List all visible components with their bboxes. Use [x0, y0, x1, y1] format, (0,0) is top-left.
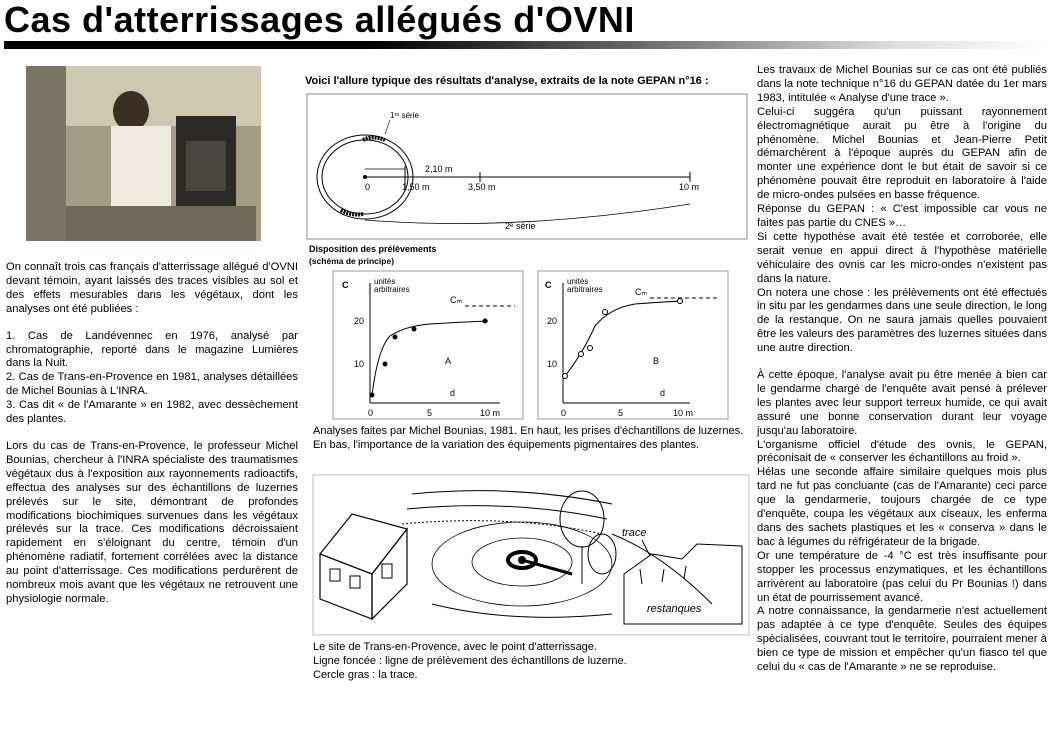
- graph-b-x5: 5: [618, 408, 624, 418]
- right-p4: Si cette hypothèse avait été testée et corroborée, elle serait venue en appui direct à l'hypothèse matérielle véhiculaire des ovnis car les micro-ondes n'existent pas dans la nature.: [757, 230, 1047, 285]
- graph-a-units2: arbitraires: [374, 285, 410, 294]
- dist-0-label: 0: [365, 182, 371, 192]
- right-p6: À cette époque, l'analyse avait pu être menée à bien car le gendarme chargé de l'enquête avait pensé à prélever les plantes avec leur support terreux humide, ce qui avait assuré une bonne conservation durant leur voyage jusqu'au laboratoire.: [757, 369, 1047, 437]
- graph-a-cm: Cₘ: [450, 295, 463, 305]
- site-caption-1: Le site de Trans-en-Provence, avec le point d'atterrissage.: [313, 641, 597, 653]
- figure-heading: Voici l'allure typique des résultats d'analyse, extraits de la note GEPAN n°16 :: [305, 75, 709, 87]
- graph-b-d: d: [660, 388, 666, 398]
- right-p1: Les travaux de Michel Bounias sur ce cas ont été publiés dans la note technique n°16 du GEPAN datée du 1er mars 1983, intitulée « Analyse d'une trace ».: [757, 64, 1047, 104]
- graph-b-x10: 10 m: [673, 408, 694, 418]
- graph-a-y20: 20: [354, 316, 365, 326]
- case-item-3: 3. Cas dit « de l'Amarante » en 1982, avec dessèchement des plantes.: [6, 399, 298, 426]
- graph-b-cm: Cₘ: [635, 287, 648, 297]
- diagram-caption: Disposition des prélèvements: [309, 244, 437, 254]
- graph-a-y10: 10: [354, 359, 365, 369]
- graph-a-units: unités: [374, 277, 396, 286]
- graph-b-label: B: [653, 356, 660, 366]
- diagram-caption-sub: (schéma de principe): [309, 256, 395, 266]
- graph-a-c: C: [342, 280, 349, 290]
- graph-a: [330, 268, 530, 423]
- case-item-1: 1. Cas de Landévennec en 1976, analysé par chromatographie, reporté dans le magazine Lumières dans la Nuit.: [6, 329, 298, 370]
- graph-b-x0: 0: [561, 408, 567, 418]
- graph-b-c: C: [545, 280, 552, 290]
- right-p10: A notre connaissance, la gendarmerie n'est actuellement pas adaptée à ce type d'enquête. Seules des équipes spécialisées, couvrant tout le territoire, pourraient mener à bien ce type de mission et empêcher qu'un fiasco tel que celui du « cas de l'Amarante » ne se reproduise.: [757, 605, 1047, 674]
- right-p5: On notera une chose : les prélèvements ont été effectués in situ par les gendarmes dans une seule direction, le long de la restanque. On ne saura jamais quelles pouvaient être les valeurs des paramètres des luzernes situées dans une autre direction.: [757, 286, 1047, 355]
- case-item-2: 2. Cas de Trans-en-Provence en 1981, analyses détaillées de Michel Bounias à L'INRA.: [6, 371, 298, 398]
- right-p7: L'organisme officiel d'étude des ovnis, le GEPAN, préconisait de « conserver les échantillons au froid ».: [757, 438, 1047, 465]
- graph-b-units: unités: [567, 277, 589, 286]
- graph-a-x0: 0: [368, 408, 374, 418]
- serie1-label: 1ʳᵉ série: [390, 111, 419, 120]
- graph-b-units2: arbitraires: [567, 285, 603, 294]
- dist-150-label: 1,50 m: [402, 182, 430, 192]
- graph-b-y10: 10: [547, 359, 558, 369]
- graph-a-x5: 5: [427, 408, 433, 418]
- serie2-label: 2ᵉ série: [505, 221, 536, 231]
- right-p3: Réponse du GEPAN : « C'est impossible car vous ne faites pas partie du CNES »…: [757, 203, 1047, 229]
- graph-a-d: d: [450, 388, 456, 398]
- site-caption-3: Cercle gras : la trace.: [313, 669, 418, 681]
- dist-350-label: 3,50 m: [468, 182, 496, 192]
- scientist-photo: [26, 66, 261, 241]
- site-sketch: [312, 474, 750, 636]
- right-p2: Celui-ci suggéra qu'un puissant rayonnement électromagnétique aurait pu être à l'origine du phénomène. Michel Bounias et Jean-Pierre Petit démarchèrent à l'époque auprès du GEPAN afin de monter une expérience dont le but était de savoir si ce phénomène pouvait être reproduit en laboratoire à l'aide de micro-ondes pulsées en basse fréquence.: [757, 105, 1047, 202]
- right-text: [757, 64, 1047, 675]
- site-caption: [313, 640, 748, 682]
- sampling-diagram: [305, 92, 750, 257]
- restanques-annotation: restanques: [647, 603, 702, 615]
- graph-a-label: A: [445, 356, 452, 366]
- site-caption-2: Ligne foncée : ligne de prélèvement des échantillons de luzerne.: [313, 655, 627, 667]
- right-p9: Or une température de -4 °C est très insuffisante pour stopper les processus enzymatiques, et les échantillons arrivèrent au laboratoire (pas celui du Pr Bounias !) dans un état de pourrissement avancé.: [757, 549, 1047, 604]
- graph-b: [535, 268, 735, 423]
- trace-annotation: trace: [622, 527, 647, 539]
- dist-210-label: 2,10 m: [425, 164, 453, 174]
- title-underline: [4, 41, 1049, 49]
- graphs-caption: Analyses faites par Michel Bounias, 1981. En haut, les prises d'échantillons de luzernes. En bas, l'importance de la variation des équipements pigmentaires des plantes.: [313, 425, 744, 451]
- left-text: [6, 261, 298, 607]
- graph-b-y20: 20: [547, 316, 558, 326]
- dist-10m-label: 10 m: [679, 182, 700, 192]
- page-title: Cas d'atterrissages allégués d'OVNI: [4, 0, 635, 40]
- bounias-paragraph: Lors du cas de Trans-en-Provence, le professeur Michel Bounias, chercheur à l'INRA spécialiste des traumatismes végétaux dus à l'exposition aux rayonnements radioactifs, effectua des analyses sur des échantillons de luzernes prélevés sur le site, démontrant de profondes modifications biochimiques survenues dans les végétaux prélevés sur la trace. Ces modifications décroissaient rapidement en s'éloignant du centre, témoin d'un phénomène radiatif, fortement corrélées avec la distance au point d'atterrissage. Ces modifications perdurèrent de nombreux mois avant que les végétaux ne retrouvent une physiologie normale.: [6, 439, 298, 605]
- intro-paragraph: On connaît trois cas français d'atterrissage allégué d'OVNI devant témoin, ayant laissés des traces visibles au sol et des effets mesurables dans les végétaux, dont les analyses ont été publiées :: [6, 261, 298, 315]
- graph-a-x10: 10 m: [480, 408, 501, 418]
- right-p8: Hélas une seconde affaire similaire quelques mois plus tard ne fut pas concluante (cas de l'Amarante) ceci parce que la gendarmerie, toujours chargée de ce type d'enquête, coupa les végétaux aux ciseaux, les enferma dans des sachets plastiques et les « conserva » dans le bac à légumes du réfrigérateur de la brigade.: [757, 466, 1047, 548]
